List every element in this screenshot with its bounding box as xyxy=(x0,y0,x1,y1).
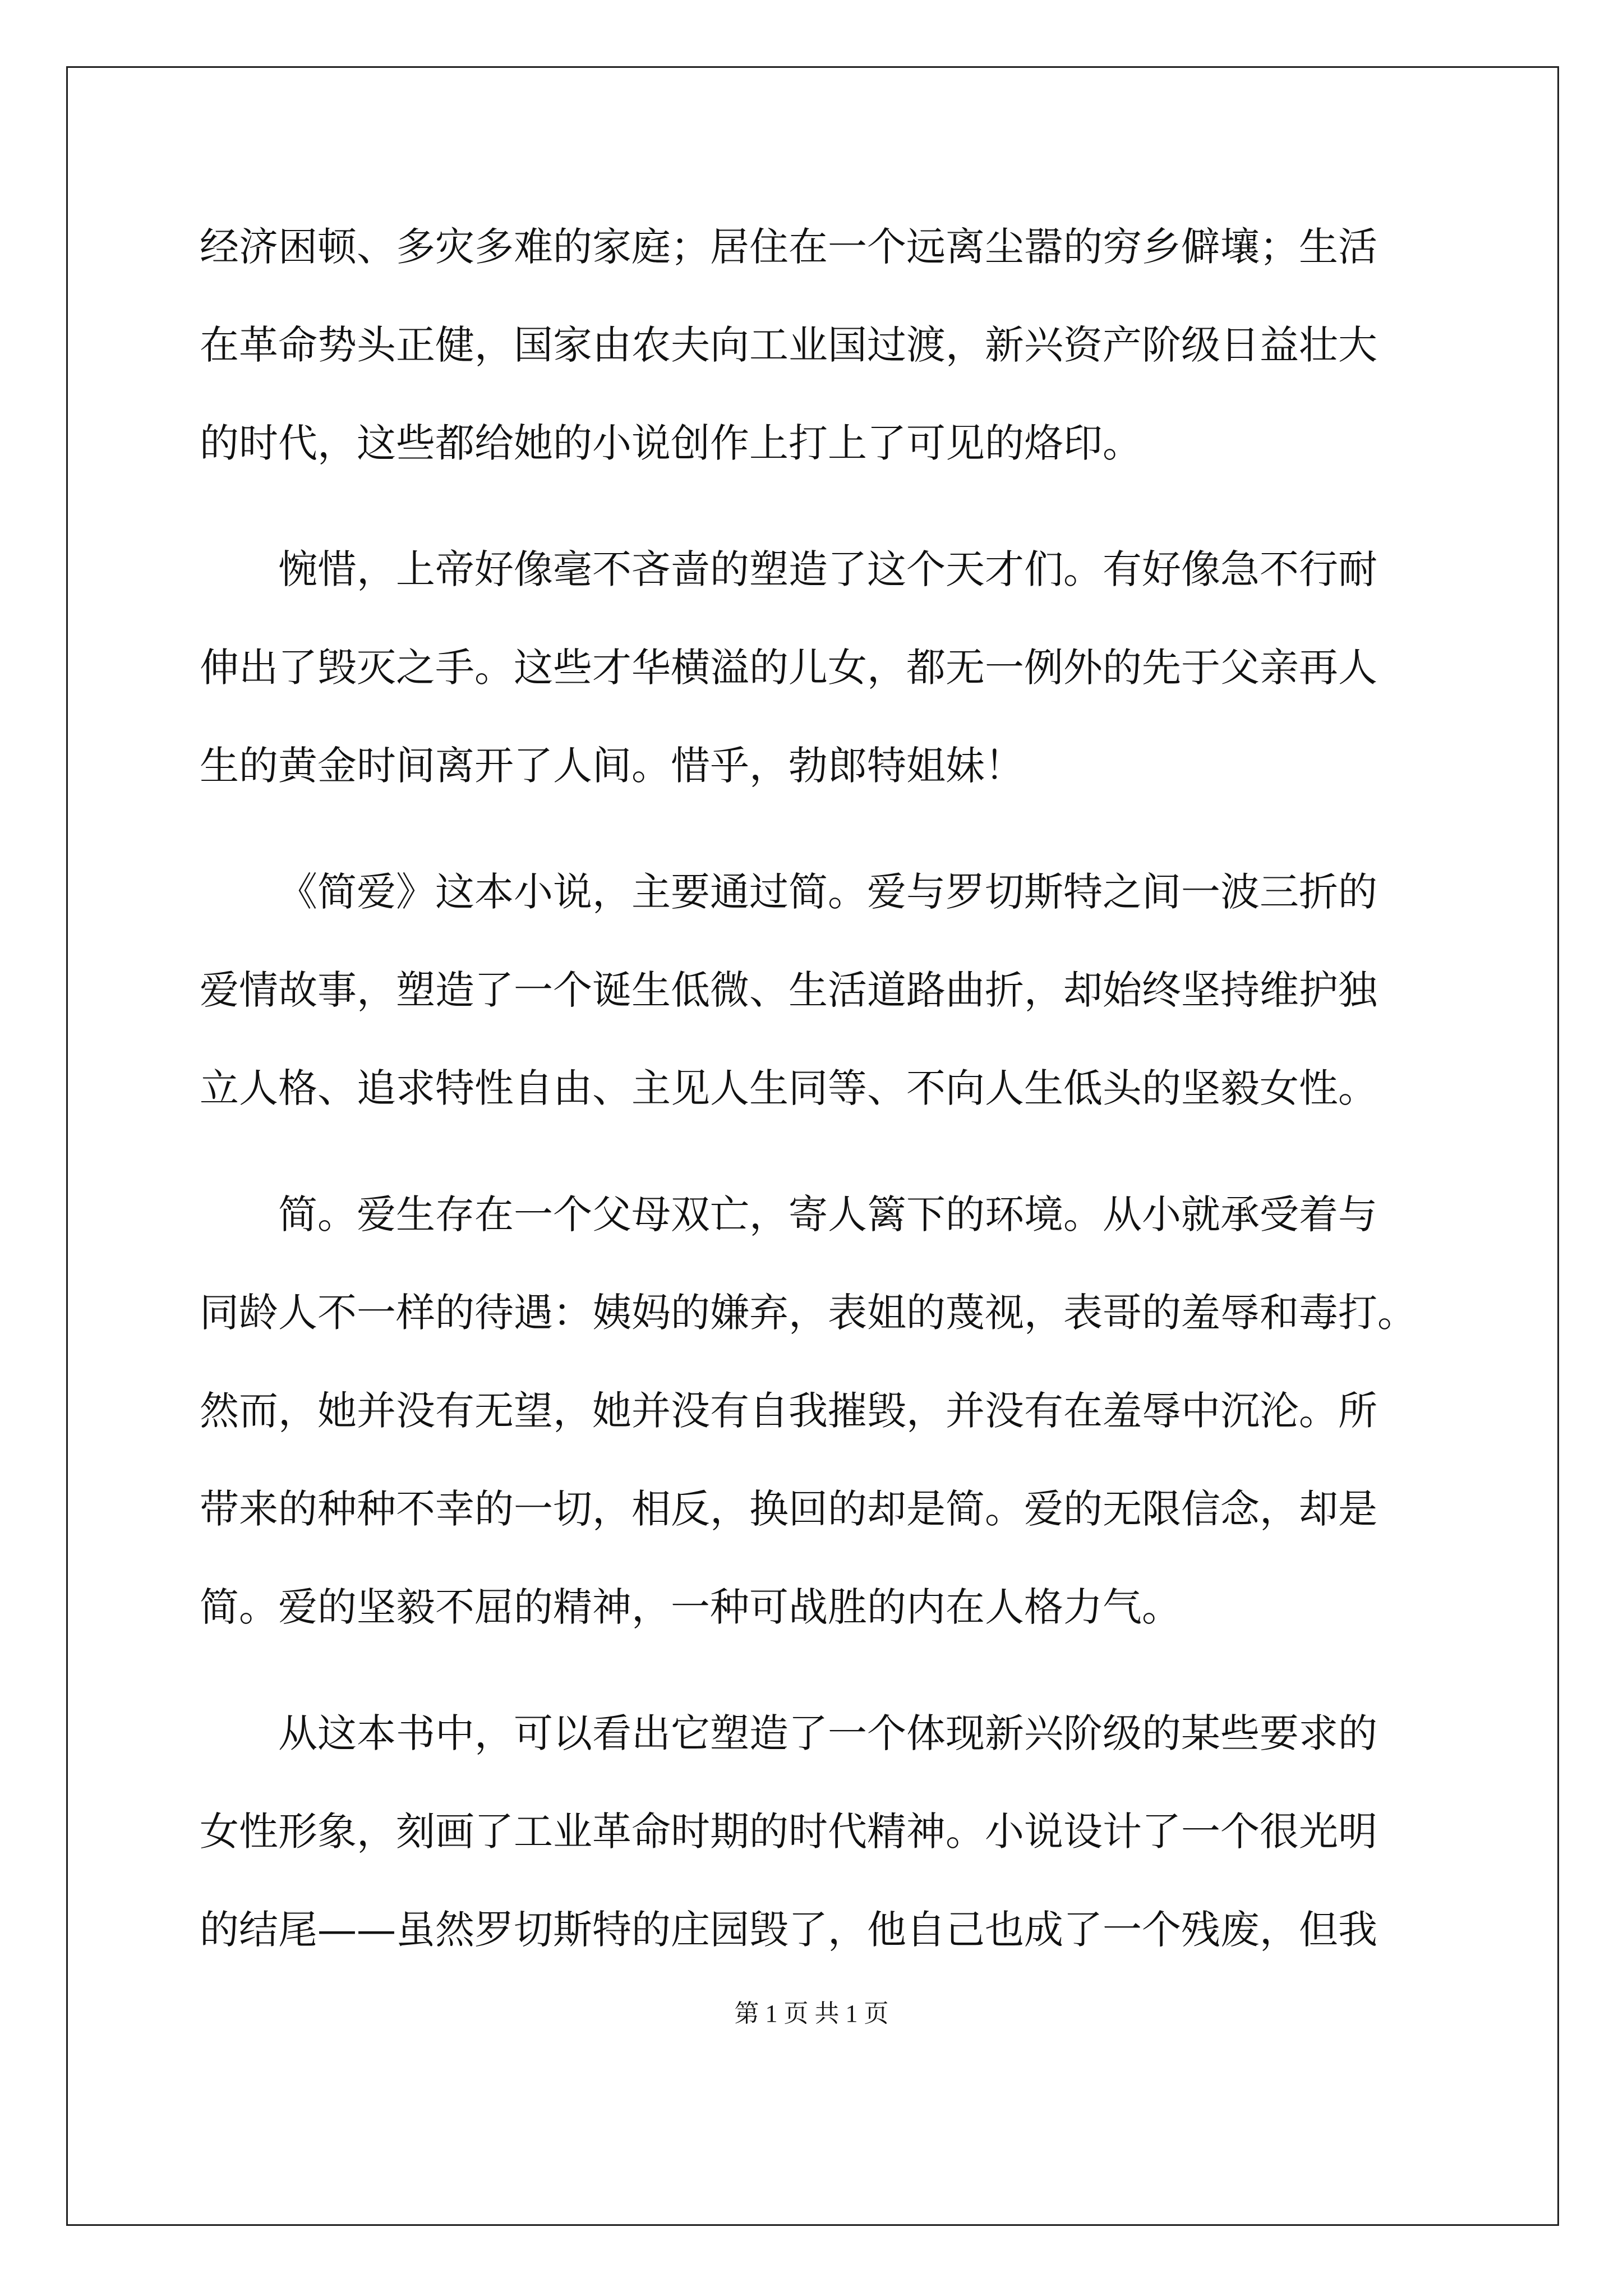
paragraph-1-line-2: 在革命势头正健，国家由农夫向工业国过渡，新兴资产阶级日益壮大 xyxy=(200,322,1377,368)
paragraph-4-line-2: 同龄人不一样的待遇：姨妈的嫌弃，表姐的蔑视，表哥的羞辱和毒打。 xyxy=(200,1290,1417,1336)
paragraph-1-line-3: 的时代，这些都给她的小说创作上打上了可见的烙印。 xyxy=(200,420,1142,466)
paragraph-3-line-2: 爱情故事，塑造了一个诞生低微、生活道路曲折，却始终坚持维护独 xyxy=(200,967,1377,1013)
paragraph-3-line-1: 《简爱》这本小说，主要通过简。爱与罗切斯特之间一波三折的 xyxy=(278,869,1377,915)
paragraph-5-line-2: 女性形象，刻画了工业革命时期的时代精神。小说设计了一个很光明 xyxy=(200,1809,1377,1855)
paragraph-1-line-1: 经济困顿、多灾多难的家庭；居住在一个远离尘嚣的穷乡僻壤；生活 xyxy=(200,224,1377,270)
paragraph-4-line-3: 然而，她并没有无望，她并没有自我摧毁，并没有在羞辱中沉沦。所 xyxy=(200,1388,1377,1434)
paragraph-3-line-3: 立人格、追求特性自由、主见人生同等、不向人生低头的坚毅女性。 xyxy=(200,1065,1377,1111)
paragraph-2-line-1: 惋惜，上帝好像毫不吝啬的塑造了这个天才们。有好像急不行耐 xyxy=(278,546,1377,592)
paragraph-4-line-1: 简。爱生存在一个父母双亡，寄人篱下的环境。从小就承受着与 xyxy=(278,1191,1377,1237)
paragraph-2-line-3: 生的黄金时间离开了人间。惜乎，勃郎特姐妹！ xyxy=(200,743,1024,789)
paragraph-2-line-2: 伸出了毁灭之手。这些才华横溢的儿女，都无一例外的先于父亲再人 xyxy=(200,645,1377,691)
paragraph-4-line-4: 带来的种种不幸的一切，相反，换回的却是简。爱的无限信念，却是 xyxy=(200,1486,1377,1532)
paragraph-5-line-1: 从这本书中，可以看出它塑造了一个体现新兴阶级的某些要求的 xyxy=(278,1710,1377,1756)
page-number-footer: 第 1 页 共 1 页 xyxy=(734,2000,889,2027)
paragraph-5-line-3: 的结尾——虽然罗切斯特的庄园毁了，他自己也成了一个残废，但我 xyxy=(200,1907,1377,1953)
paragraph-4-line-5: 简。爱的坚毅不屈的精神，一种可战胜的内在人格力气。 xyxy=(200,1584,1181,1630)
